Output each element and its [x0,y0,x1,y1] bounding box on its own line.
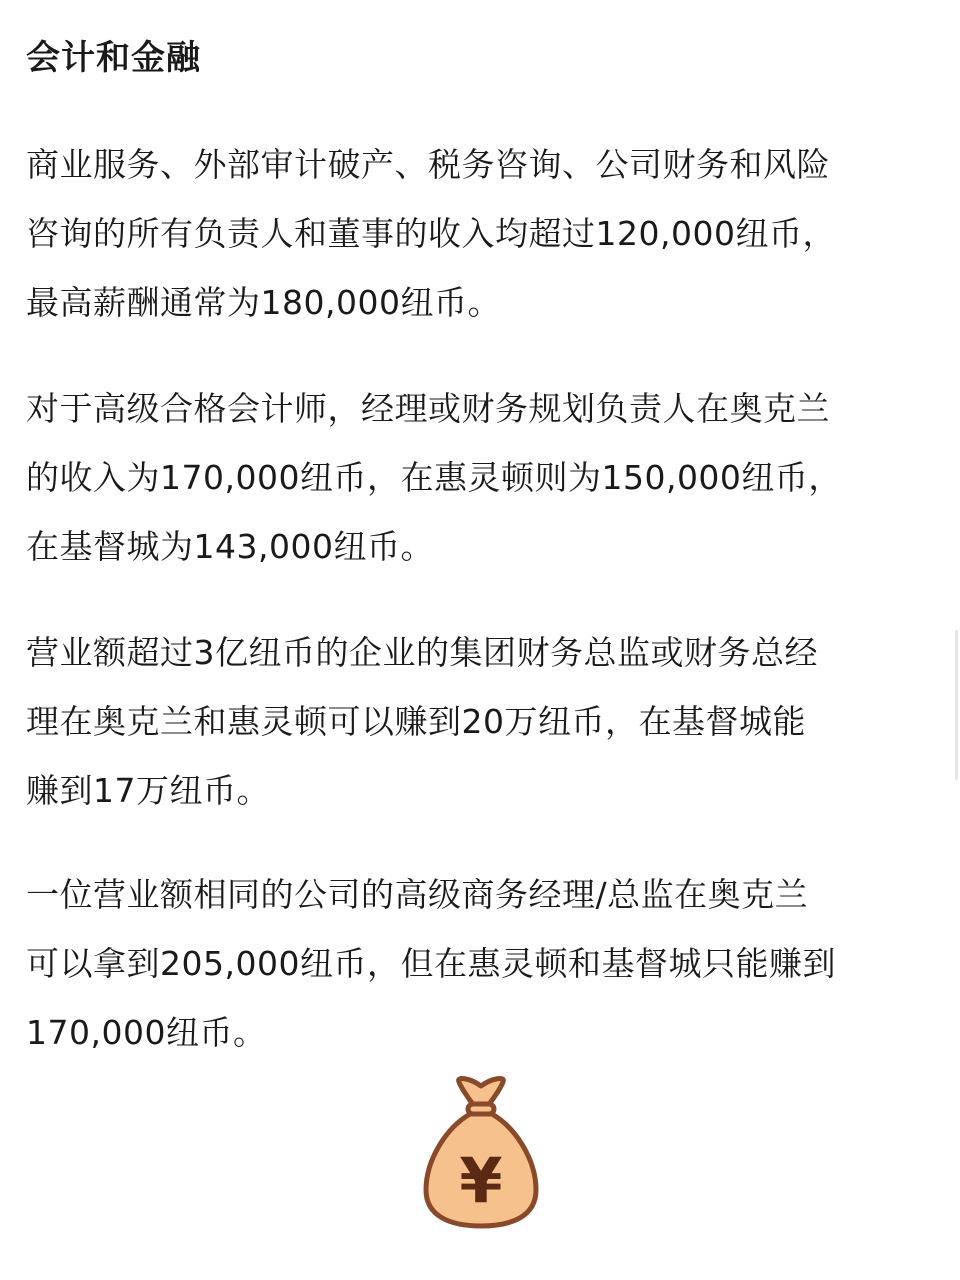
paragraph-line: 理在奥克兰和惠灵顿可以赚到20万纽币，在基督城能 [26,702,806,741]
paragraph-commercial-manager [26,860,946,1067]
paragraph-principals-directors [26,130,946,337]
paragraph-line: 可以拿到205,000纽币，但在惠灵顿和基督城只能赚到 [26,944,836,983]
article-title: 会计和金融 [26,38,201,78]
paragraph-line: 商业服务、外部审计破产、税务咨询、公司财务和风险 [26,145,830,184]
paragraph-line: 最高薪酬通常为180,000纽币。 [26,283,501,322]
paragraph-line: 营业额超过3亿纽币的企业的集团财务总监或财务总经 [26,633,818,672]
paragraph-line: 咨询的所有负责人和董事的收入均超过120,000纽币， [26,214,836,253]
yen-symbol: ¥ [459,1144,503,1217]
money-bag-yen-icon [420,1074,542,1230]
paragraph-line: 赚到17万纽币。 [26,771,270,810]
scrollbar[interactable] [955,630,958,780]
paragraph-senior-accountants [26,374,946,581]
paragraph-group-finance-director [26,618,946,825]
paragraph-line: 的收入为170,000纽币，在惠灵顿则为150,000纽币， [26,458,842,497]
paragraph-line: 170,000纽币。 [26,1013,267,1052]
paragraph-line: 对于高级合格会计师，经理或财务规划负责人在奥克兰 [26,389,830,428]
paragraph-line: 在基督城为143,000纽币。 [26,527,434,566]
paragraph-line: 一位营业额相同的公司的高级商务经理/总监在奥克兰 [26,875,809,914]
